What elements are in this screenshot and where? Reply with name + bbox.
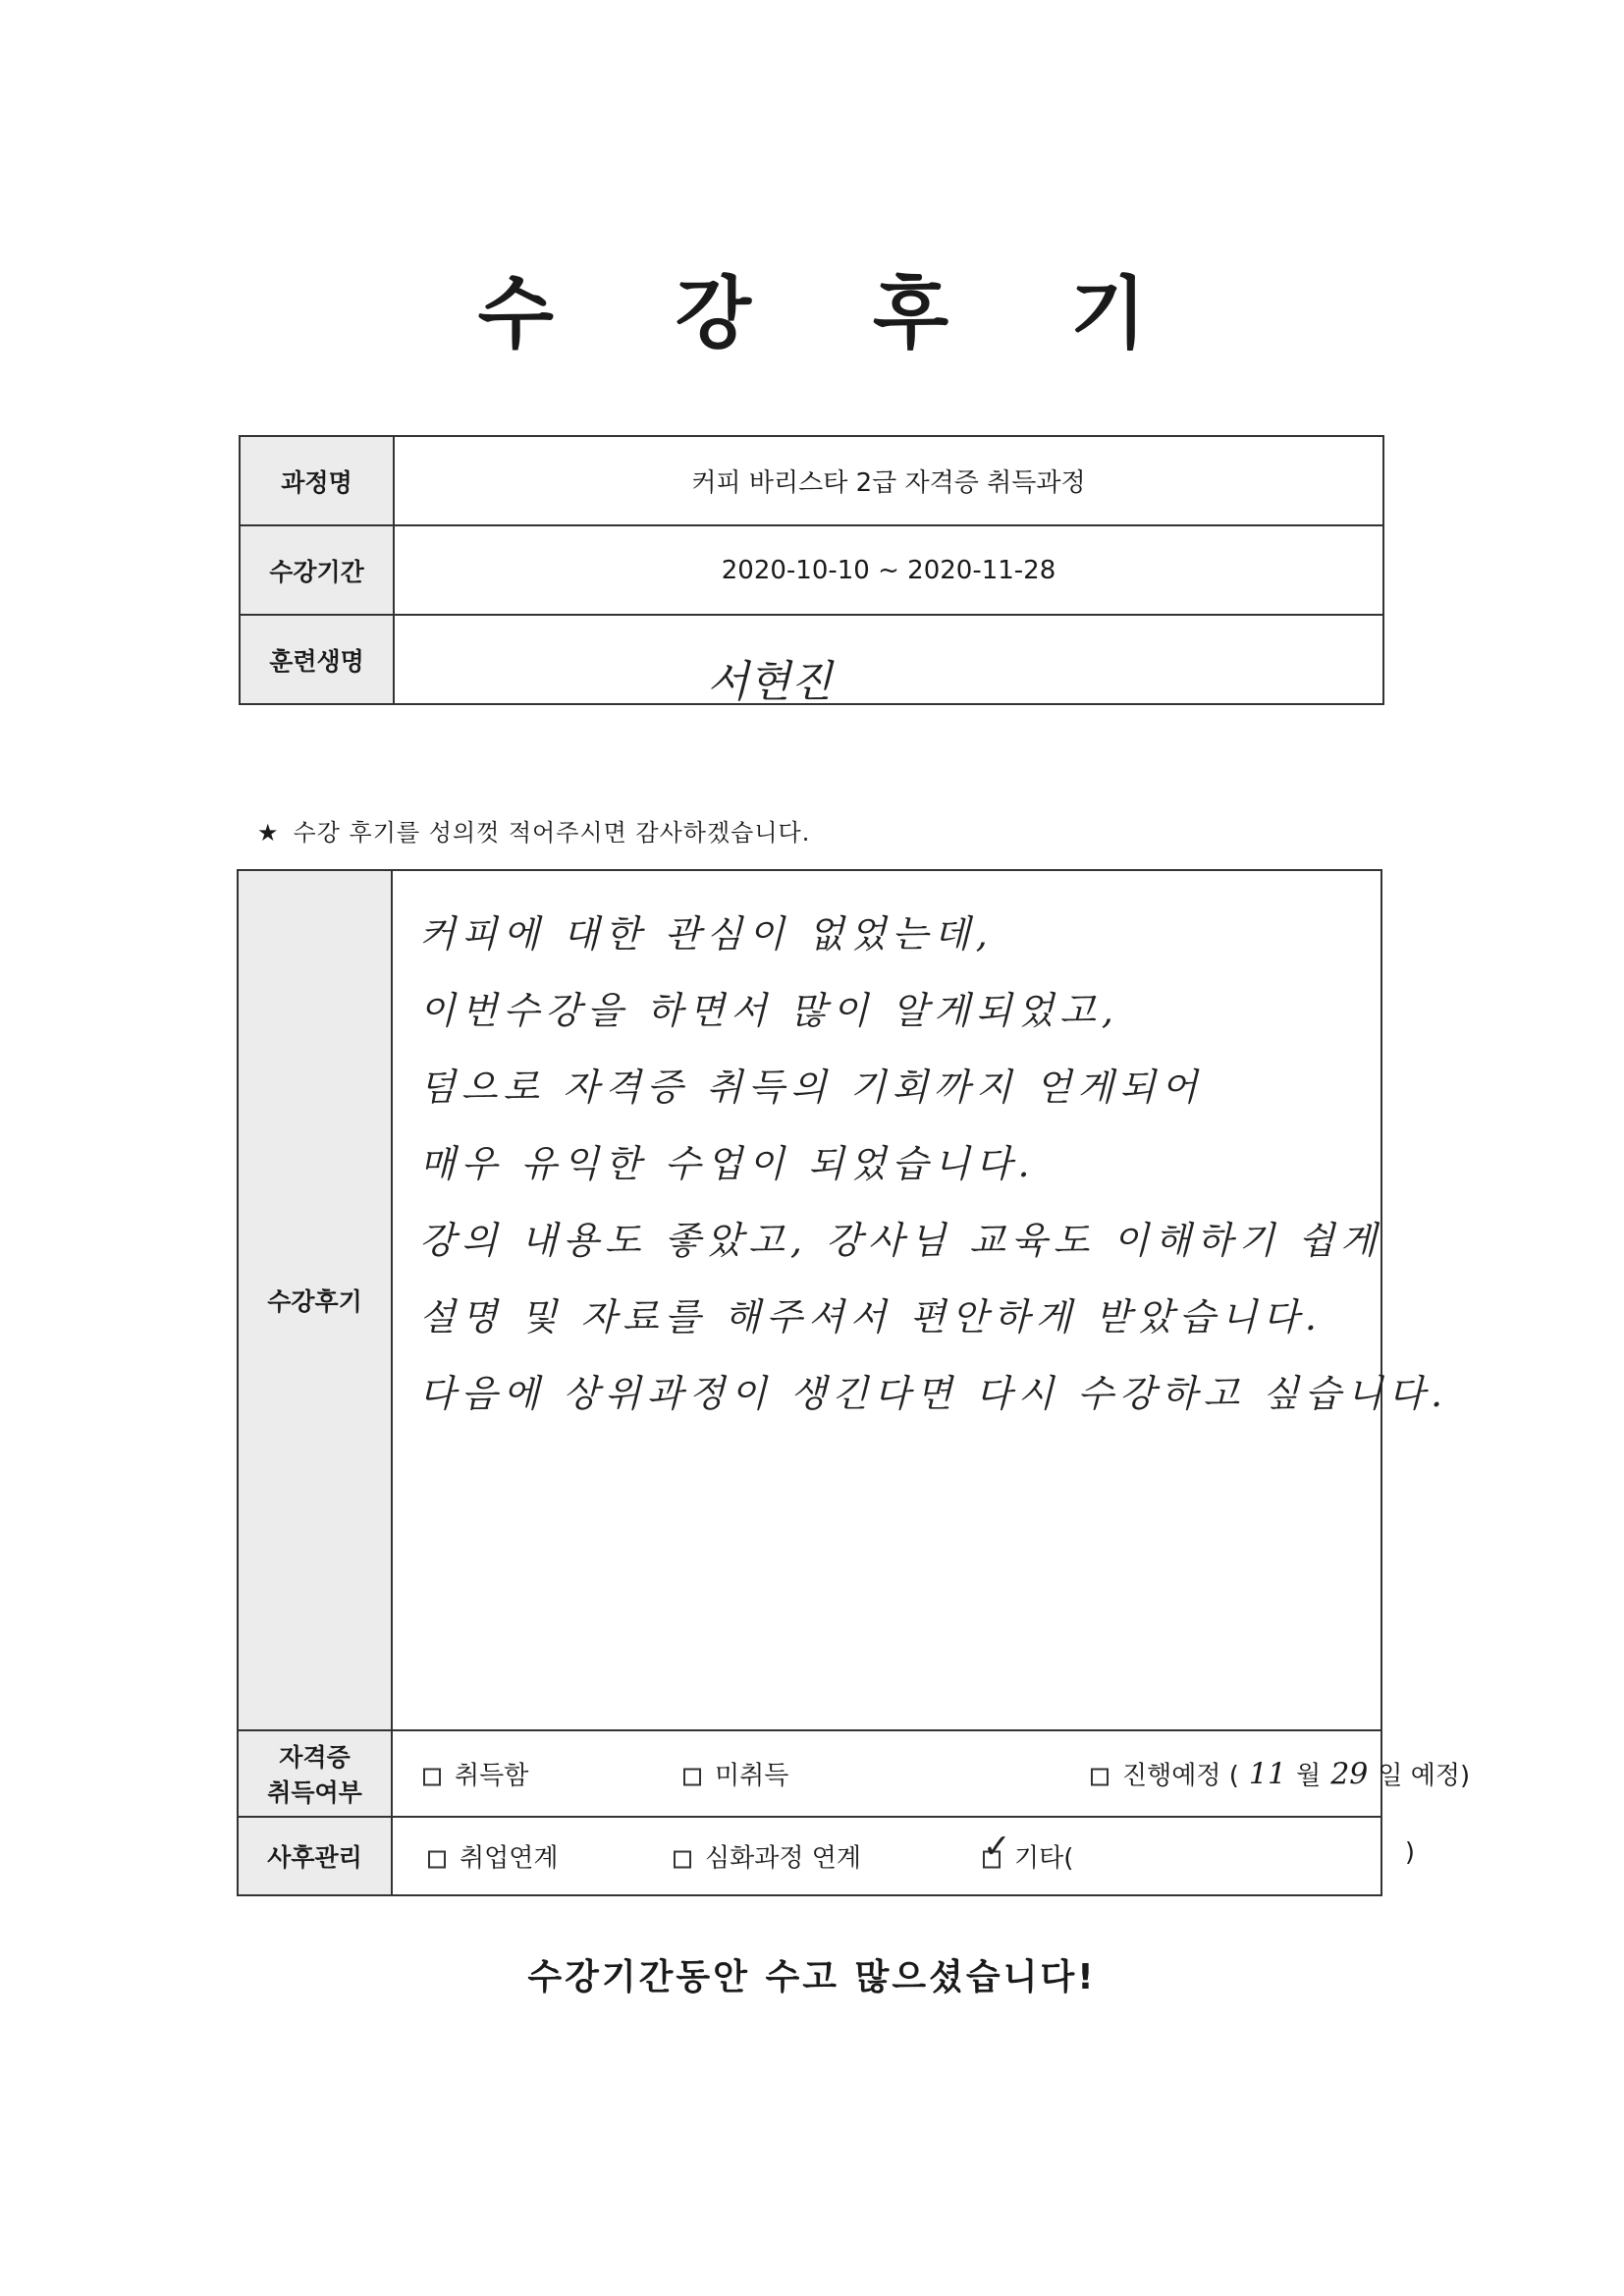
review-label: 수강후기: [238, 870, 392, 1730]
option-scheduled[interactable]: 진행예정 ( 11 월 29 일 예정): [1091, 1756, 1470, 1792]
period-label: 수강기간: [240, 525, 394, 615]
checkbox-icon[interactable]: [674, 1850, 691, 1868]
review-handwriting: [394, 872, 1449, 1728]
review-line: 이번수강을 하면서 많이 알게되었고,: [419, 989, 1119, 1032]
checkbox-icon[interactable]: [1091, 1768, 1109, 1785]
review-line: 매우 유익한 수업이 되었습니다.: [419, 1142, 1036, 1185]
checkbox-icon[interactable]: [983, 1827, 1011, 1868]
review-line: 다음에 상위과정이 생긴다면 다시 수강하고 싶습니다.: [419, 1372, 1449, 1415]
period-value: 2020-10-10 ~ 2020-11-28: [394, 525, 1383, 615]
course-value: 커피 바리스타 2급 자격증 취득과정: [394, 436, 1383, 525]
trainee-signature: 서현진: [707, 657, 833, 707]
option-job-link[interactable]: 취업연계: [428, 1838, 558, 1875]
option-other[interactable]: ✓ 기타( ): [983, 1827, 1415, 1874]
course-label: 과정명: [240, 436, 394, 525]
review-line: 강의 내용도 좋았고, 강사님 교육도 이해하기 쉽게: [419, 1219, 1382, 1262]
notice: [257, 813, 810, 847]
trainee-name-label: 훈련생명: [240, 615, 394, 704]
review-content[interactable]: [392, 870, 1449, 1730]
scheduled-month: 11: [1248, 1757, 1287, 1792]
option-not-acquired[interactable]: 미취득: [683, 1756, 788, 1792]
certificate-label: 자격증 취득여부: [238, 1730, 392, 1817]
checkmark-icon: ✓: [983, 1827, 1011, 1866]
review-table: [237, 869, 1471, 1896]
review-line: 덤으로 자격증 취득의 기회까지 얻게되어: [419, 1066, 1204, 1109]
option-advanced-course[interactable]: 심화과정 연계: [674, 1838, 861, 1875]
notice-text: 수강 후기를 성의껏 적어주시면 감사하겠습니다.: [293, 819, 811, 847]
checkbox-icon[interactable]: [423, 1768, 441, 1785]
trainee-name-cell[interactable]: [394, 615, 1383, 704]
scheduled-day: 29: [1330, 1757, 1369, 1792]
aftercare-label: 사후관리: [238, 1817, 392, 1895]
star-icon: ★: [257, 819, 280, 847]
review-line: 커피에 대한 관심이 없었는데,: [419, 912, 994, 956]
aftercare-options: [392, 1817, 1415, 1895]
closing-message: 수강기간동안 수고 많으셨습니다!: [527, 1957, 1097, 1997]
checkbox-icon[interactable]: [428, 1850, 446, 1868]
checkbox-icon[interactable]: [683, 1768, 701, 1785]
page-title: 수 강 후 기: [477, 268, 1194, 359]
review-line: 설명 및 자료를 해주셔서 편안하게 받았습니다.: [419, 1295, 1323, 1339]
option-acquired[interactable]: 취득함: [423, 1756, 528, 1792]
certificate-options: [392, 1730, 1471, 1817]
